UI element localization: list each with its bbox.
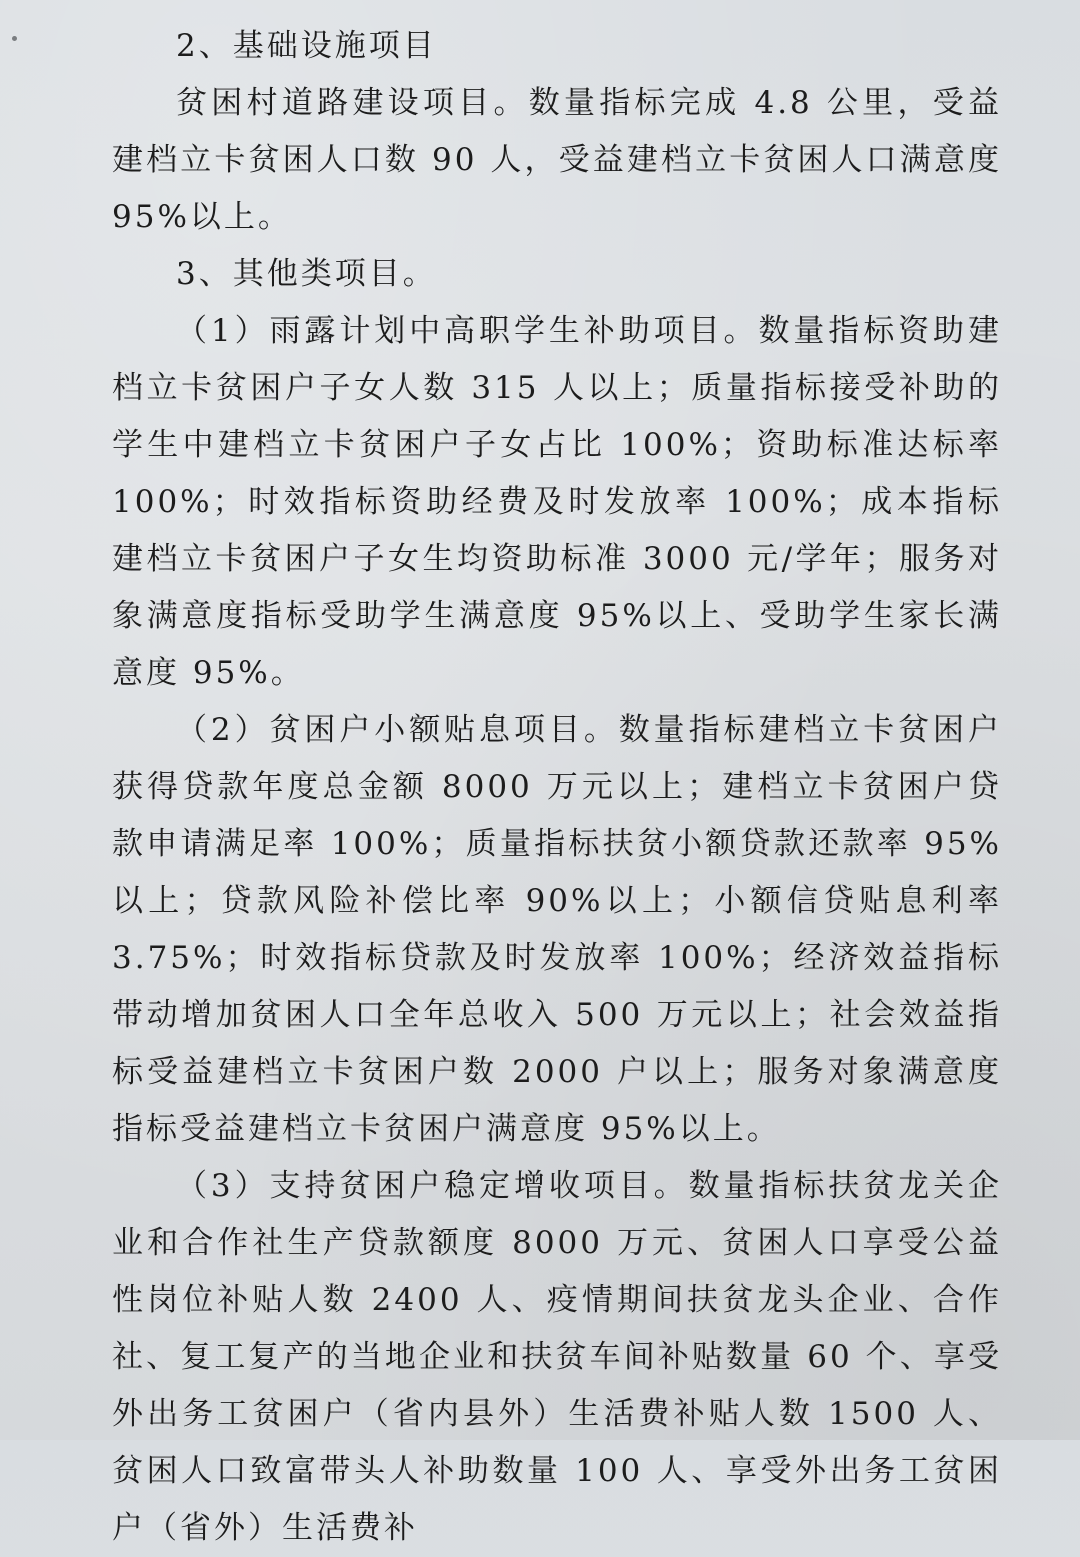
document-body xyxy=(112,18,1002,1557)
section2-paragraph: 贫困村道路建设项目。数量指标完成 4.8 公里，受益建档立卡贫困人口数 90 人，受益建档立卡贫困人口满意度 95%以上。 xyxy=(112,85,1002,235)
paper-speck xyxy=(12,36,17,41)
section3-heading: 3、其他类项目。 xyxy=(176,256,437,292)
section2-heading: 2、基础设施项目 xyxy=(176,28,437,64)
item2-paragraph: （2）贫困户小额贴息项目。数量指标建档立卡贫困户获得贷款年度总金额 8000 万元以上；建档立卡贫困户贷款申请满足率 100%；质量指标扶贫小额贷款还款率 95%以上；贷款风险补偿比率 90%以上；小额信贷贴息利率 3.75%；时效指标贷款及时发放率 100%；经济效益指标带动增加贫困人口全年总收入 500 万元以上；社会效益指标受益建档立卡贫困户数 2000 户以上；服务对象满意度指标受益建档立卡贫困户满意度 95%以上。 xyxy=(112,712,1002,1147)
item1-paragraph: （1）雨露计划中高职学生补助项目。数量指标资助建档立卡贫困户子女人数 315 人以上；质量指标接受补助的学生中建档立卡贫困户子女占比 100%；资助标准达标率 100%；时效指标资助经费及时发放率 100%；成本指标建档立卡贫困户子女生均资助标准 3000 元/学年；服务对象满意度指标受助学生满意度 95%以上、受助学生家长满意度 95%。 xyxy=(112,313,1002,691)
item3-paragraph: （3）支持贫困户稳定增收项目。数量指标扶贫龙关企业和合作社生产贷款额度 8000 万元、贫困人口享受公益性岗位补贴人数 2400 人、疫情期间扶贫龙头企业、合作社、复工复产的当地企业和扶贫车间补贴数量 60 个、享受外出务工贫困户（省内县外）生活费补贴人数 1500 人、贫困人口致富带头人补助数量 100 人、享受外出务工贫困户（省外）生活费补 xyxy=(112,1168,1002,1546)
